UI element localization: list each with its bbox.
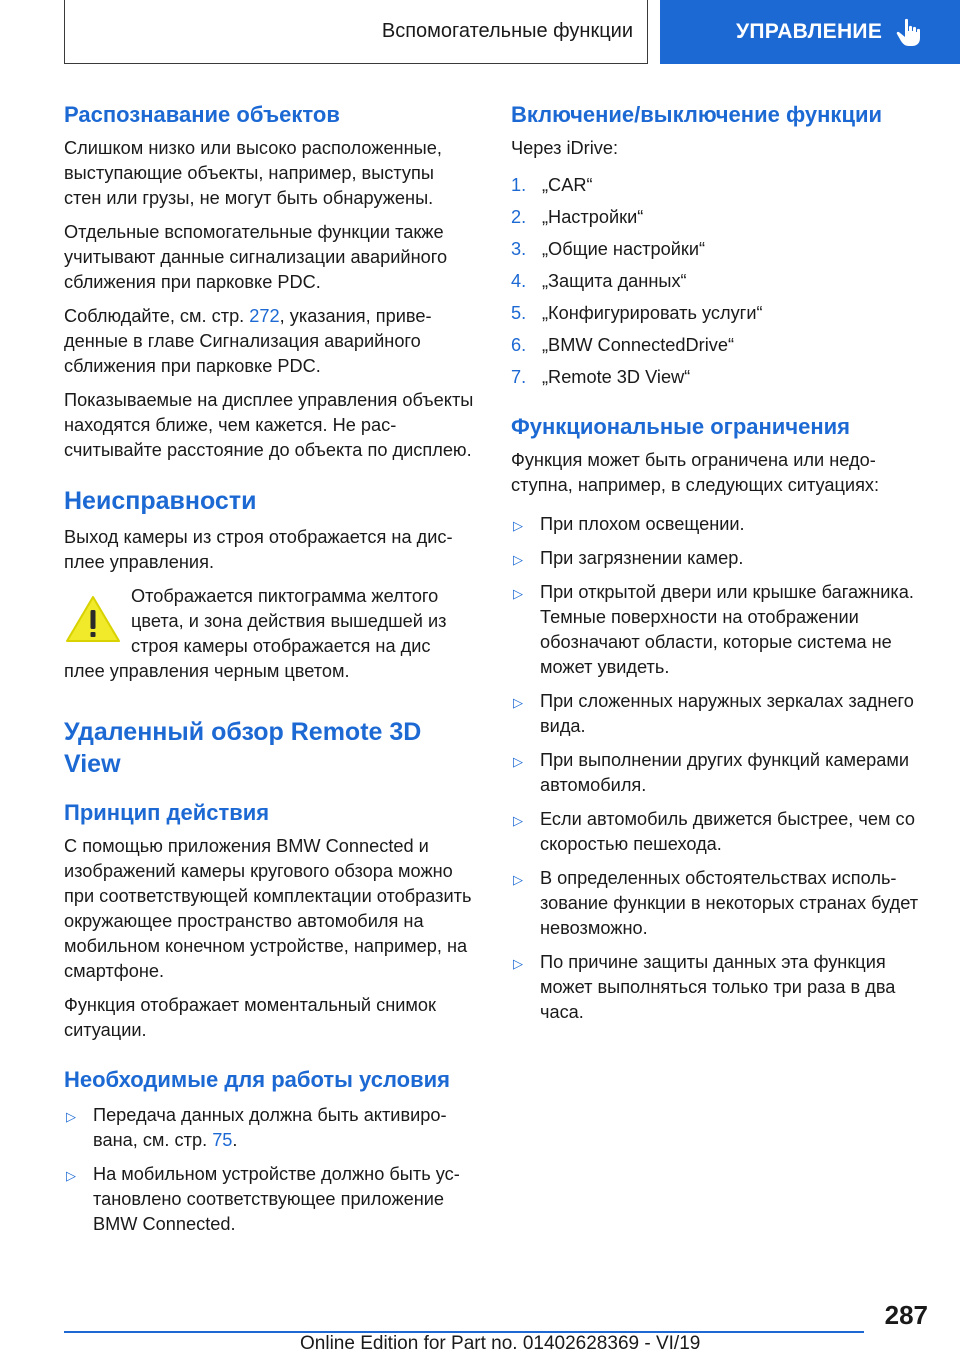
list-item: 7. „Remote 3D View“ bbox=[511, 367, 691, 387]
bullet-triangle-icon: ▷ bbox=[513, 956, 523, 971]
steps-list bbox=[511, 173, 929, 390]
list-item: ▷ В определенных обстоятельствах использование функции в некоторых странах будет невозможно. bbox=[513, 868, 919, 938]
edition-text: Online Edition for Part no. 01402628369 - VI/19 bbox=[300, 1333, 701, 1354]
list-item: ▷ При плохом освещении. bbox=[511, 512, 929, 537]
bullet-triangle-icon: ▷ bbox=[66, 1168, 76, 1183]
paragraph: Показываемые на дисплее управления объекты находятся ближе, чем кажется. Не рассчитывайте расстояние до объекта по дисплею. bbox=[64, 390, 474, 460]
list-item: ▷ При сложенных наружных зеркалах заднего вида. bbox=[513, 691, 914, 736]
paragraph: Слишком низко или высоко расположенные, выступающие объекты, например, выступы стен или грузы, не могут быть обнаружены. bbox=[64, 138, 442, 208]
bullet-triangle-icon: ▷ bbox=[513, 518, 523, 533]
remote-view-heading: Удаленный обзор Remote 3D View bbox=[64, 718, 422, 778]
malfunction-heading: Неисправности bbox=[64, 487, 257, 515]
list-item: ▷ По причине защиты данных эта функция может выполняться только три раза в два часа. bbox=[513, 952, 896, 1022]
list-item: 4. „Защита данных“ bbox=[511, 271, 687, 291]
bullet-triangle-icon: ▷ bbox=[513, 754, 523, 769]
bullet-triangle-icon: ▷ bbox=[513, 872, 523, 887]
requirements-heading: Необходимые для работы условия bbox=[64, 1067, 450, 1092]
bullet-triangle-icon: ▷ bbox=[513, 695, 523, 710]
limits-heading: Функциональные ограничения bbox=[511, 414, 850, 439]
object-detection-heading: Распознавание объектов bbox=[64, 102, 340, 127]
footer-edition bbox=[300, 1333, 700, 1355]
list-item: 3. „Общие настройки“ bbox=[511, 239, 706, 259]
warning-notice bbox=[64, 584, 476, 684]
page-link-75[interactable]: 75 bbox=[212, 1130, 233, 1150]
paragraph: Отдельные вспомогательные функции также учитывают данные сигнализации аварийного сближения при парковке PDC. bbox=[64, 222, 448, 292]
list-item: ▷ Если автомобиль движется быстрее, чем со скоростью пешехода. bbox=[513, 809, 915, 854]
list-item: 1. „CAR“ bbox=[511, 175, 593, 195]
bullet-triangle-icon: ▷ bbox=[513, 586, 523, 601]
bullet-triangle-icon: ▷ bbox=[513, 552, 523, 567]
hand-pointer-icon bbox=[896, 18, 922, 48]
list-item: ▷ При выполнении других функций камерами автомобиля. bbox=[513, 750, 910, 795]
paragraph: Функция отображает моментальный снимок ситуации. bbox=[64, 995, 436, 1040]
list-item: ▷ Передача данных должна быть активирована, см. стр. 75. bbox=[66, 1105, 447, 1150]
paragraph: С помощью приложения BMW Connected и изображений камеры кругового обзора можно при соответствующей комплектации отобразить окружающее пространство автомобиля на мобильном конечном устройстве, например, на смартфоне. bbox=[64, 836, 472, 981]
paragraph: Функция может быть ограничена или недоступна, например, в следующих ситуациях: bbox=[511, 450, 880, 495]
page-link-272[interactable]: 272 bbox=[249, 306, 280, 326]
section-title: Вспомогательные функции bbox=[381, 20, 633, 42]
list-item: 5. „Конфигурировать услуги“ bbox=[511, 303, 763, 323]
paragraph: Соблюдайте, см. стр. 272, указания, приведенные в главе Сигнализация аварийного сближения при парковке PDC. bbox=[64, 306, 432, 376]
bullet-triangle-icon: ▷ bbox=[66, 1109, 76, 1124]
list-item: ▷ При открытой двери или крышке багажника. Темные поверхности на отображении обозначают области, которые система не может увидеть. bbox=[513, 582, 914, 677]
warning-text: Отображается пиктограмма желтого цвета, и зона действия вышедшей из строя камеры отображается на дис bbox=[131, 586, 447, 656]
requirements-list bbox=[64, 1103, 476, 1237]
warning-text-continued: плее управления черным цветом. bbox=[64, 661, 350, 681]
list-item: 6. „BMW ConnectedDrive“ bbox=[511, 335, 735, 355]
page-number: 287 bbox=[884, 1300, 928, 1330]
principle-heading: Принцип действия bbox=[64, 800, 270, 825]
header-section-title bbox=[64, 0, 648, 64]
chapter-title: УПРАВЛЕНИЕ bbox=[736, 20, 883, 43]
paragraph: Через iDrive: bbox=[511, 138, 618, 158]
paragraph: Выход камеры из строя отображается на дисплее управления. bbox=[64, 527, 453, 572]
left-column bbox=[64, 100, 476, 1246]
list-item: ▷ На мобильном устройстве должно быть установлено соответствующее приложение BMW Connected. bbox=[66, 1164, 460, 1234]
list-item: 2. „Настройки“ bbox=[511, 207, 644, 227]
limits-list bbox=[511, 512, 929, 1025]
warning-triangle-icon bbox=[64, 594, 122, 644]
bullet-triangle-icon: ▷ bbox=[513, 813, 523, 828]
right-column bbox=[511, 100, 929, 1034]
onoff-heading: Включение/выключение функции bbox=[511, 102, 883, 127]
list-item: ▷ При загрязнении камер. bbox=[511, 546, 929, 571]
header-chapter-tab[interactable] bbox=[660, 0, 960, 64]
